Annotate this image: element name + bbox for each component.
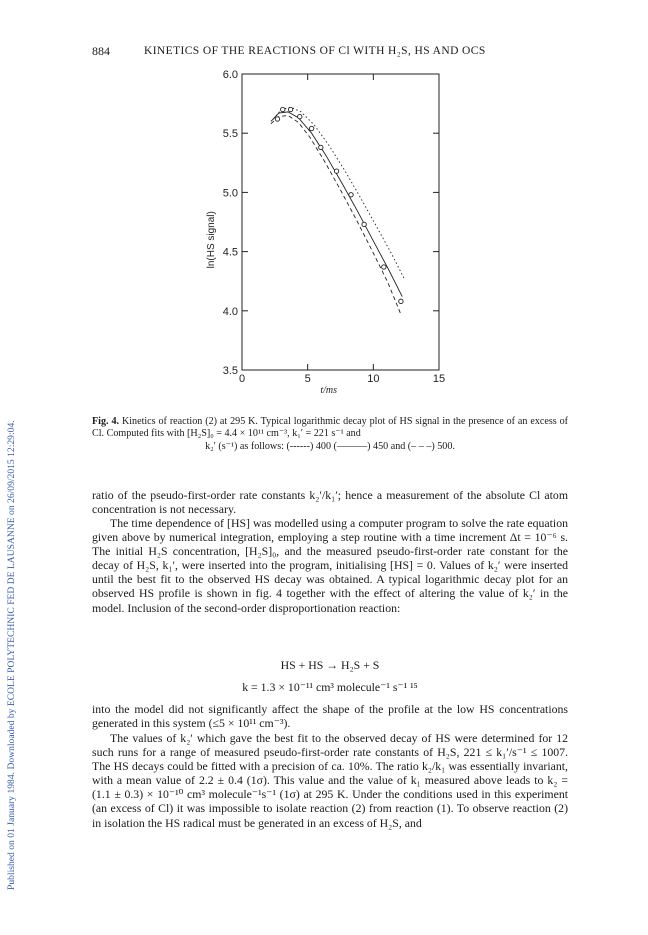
x-tick-label: 15 — [432, 373, 446, 385]
x-tick-label: 10 — [367, 373, 380, 385]
data-point — [309, 126, 313, 130]
data-point — [362, 222, 366, 226]
paragraph-1: ratio of the pseudo-first-order rate constants k₂′/k₁′; hence a measurement of the absolute Cl atom concentration is not necessary. — [92, 488, 568, 517]
y-axis-label: ln(HS signal) — [206, 211, 217, 269]
x-axis-label: t/ms — [320, 385, 338, 396]
data-point — [382, 265, 386, 269]
figure-4 — [200, 62, 460, 412]
caption-line-1: Kinetics of reaction (2) at 295 K. Typical logarithmic decay plot of HS signal in the — [121, 416, 466, 427]
caption-line-2: presence of an excess of Cl. Computed fits with [H₂S]₀ = 4.4 × 10¹¹ cm⁻³, k₁′ = 221 s⁻¹ and — [92, 416, 568, 440]
data-point — [288, 107, 292, 111]
data-point — [281, 107, 285, 111]
data-point — [298, 114, 302, 118]
data-point — [334, 169, 338, 173]
fit-line-500 — [271, 115, 401, 314]
y-tick-label: 5.0 — [222, 187, 238, 200]
equation-reaction: HS + HS → H₂S + S — [280, 658, 380, 672]
y-tick-label: 5.5 — [222, 128, 238, 141]
data-point — [319, 145, 323, 149]
x-tick-label: 0 — [238, 373, 246, 385]
paragraph-3: into the model did not significantly affect the shape of the profile at the low HS concentrations generated in this system (≤5 × 10¹¹ cm⁻³). — [92, 702, 568, 731]
data-point — [349, 193, 353, 197]
paragraph-4: The values of k₂′ which gave the best fit to the observed decay of HS were determined for 12 such runs for a range of measured pseudo-first-order rate constants of H₂S, 221 ≤ k₁′/s⁻¹ ≤ 1007. The HS decays could be fitted with a precision of ca. 10%. The ratio k₂/k₁ was essentially invariant, with a mean value of 2.2 ± 0.4 (1σ). This value and the value of k₁ measured above leads to k₂ = (1.1 ± 0.3) × 10⁻¹⁰ cm³ molecule⁻¹s⁻¹ (1σ) at 295 K. Under the conditions used in this experiment (an excess of Cl) it was impossible to isolate reaction (2) from reaction (1). To observe reaction (2) in isolation the HS radical must be generated in an excess of H₂S, and — [92, 731, 568, 830]
paragraph-2: The time dependence of [HS] was modelled using a computer program to solve the rate equation given above by numerical integration, employing a step routine with a time increment Δt = 10⁻⁶ s. The initial H₂S concentration, [H₂S]₀, and the measured pseudo-first-order rate constant for the decay of H₂S, k₁′, were inserted into the program, initialising [HS] = 0. Values of k₂′ were inserted until the best fit to the observed HS decay was obtained. A typical logarithmic decay plot for an observed HS profile is shown in fig. 4 together with the effect of altering the value of k₂′ in the model. Inclusion of the second-order disproportionation reaction: — [92, 516, 568, 615]
caption-label: Fig. 4. — [92, 416, 120, 427]
y-tick-label: 4.5 — [222, 246, 238, 259]
download-watermark: Published on 01 January 1984. Downloaded by ECOLE POLYTECHNIC FED DE LAUSANNE on 26/09/2015 12:29:04. — [6, 420, 17, 890]
plot-frame — [242, 74, 439, 370]
y-tick-label: 3.5 — [222, 365, 238, 377]
data-point — [399, 299, 403, 303]
data-point — [275, 117, 279, 121]
equation-rate-constant: k = 1.3 × 10⁻¹¹ cm³ molecule⁻¹ s⁻¹ ¹⁵ — [242, 680, 418, 694]
caption-line-3: k₂′ (s⁻¹) as follows: (------) 400 (———) 450 and (– – –) 500. — [205, 440, 455, 452]
fit-line-400 — [274, 107, 405, 280]
decay-plot — [200, 62, 460, 412]
y-tick-label: 4.0 — [222, 305, 238, 318]
y-tick-label: 6.0 — [222, 69, 238, 81]
x-tick-label: 5 — [304, 373, 311, 385]
figure-caption — [92, 416, 568, 453]
page-number: 884 — [92, 44, 110, 58]
running-head: KINETICS OF THE REACTIONS OF Cl WITH H₂S, HS AND OCS — [144, 45, 486, 57]
